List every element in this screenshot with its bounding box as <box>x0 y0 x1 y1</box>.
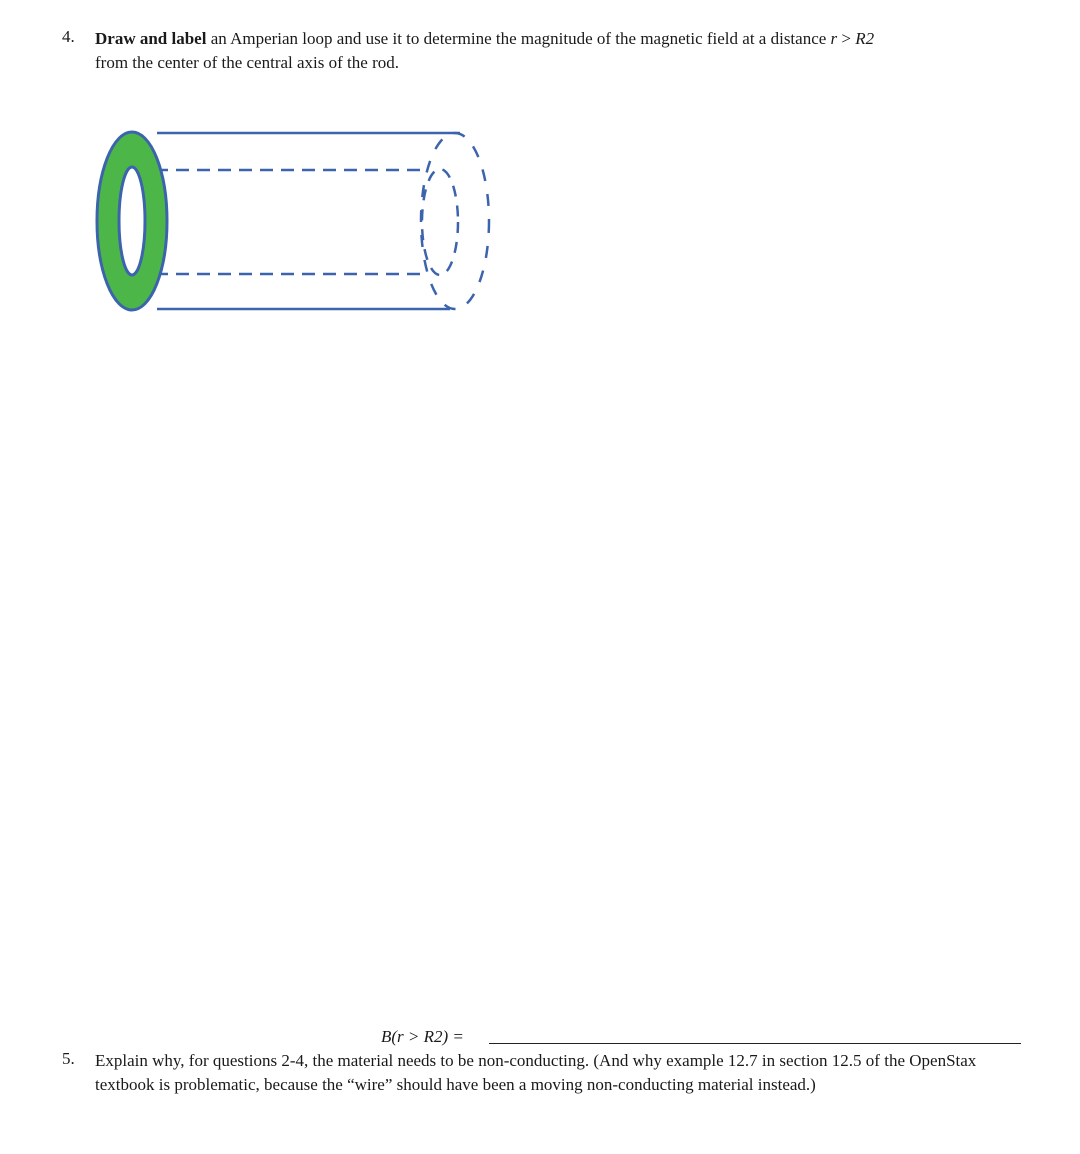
question-5-text: Explain why, for questions 2-4, the material needs to be non-conducting. (And why example 12.7 in section 12.5 of the OpenStax textbook is problematic, because the “wire” should have been a moving non-conducting material instead.) <box>95 1051 977 1094</box>
answer-blank[interactable] <box>489 1043 1021 1044</box>
question-4-body: an Amperian loop and use it to determine the magnitude of the magnetic field at a distance <box>206 29 831 48</box>
answer-label: B(r > R2) = <box>381 1027 464 1046</box>
back-inner-dashed-ellipse <box>422 169 458 275</box>
math-gt: > <box>837 29 856 48</box>
answer-line <box>381 1025 1021 1049</box>
question-4-number: 4. <box>62 27 75 46</box>
question-4-bold-lead: Draw and label <box>95 29 207 48</box>
math-r: r <box>830 29 838 48</box>
hollow-cylinder-figure <box>95 125 495 320</box>
front-ring <box>97 132 167 310</box>
back-outer-dashed-ellipse <box>421 133 489 309</box>
question-4-line-2: from the center of the central axis of the rod. <box>95 53 399 72</box>
math-R2: R2 <box>855 29 875 48</box>
question-5-number: 5. <box>62 1049 75 1068</box>
question-4-text <box>95 27 1025 75</box>
